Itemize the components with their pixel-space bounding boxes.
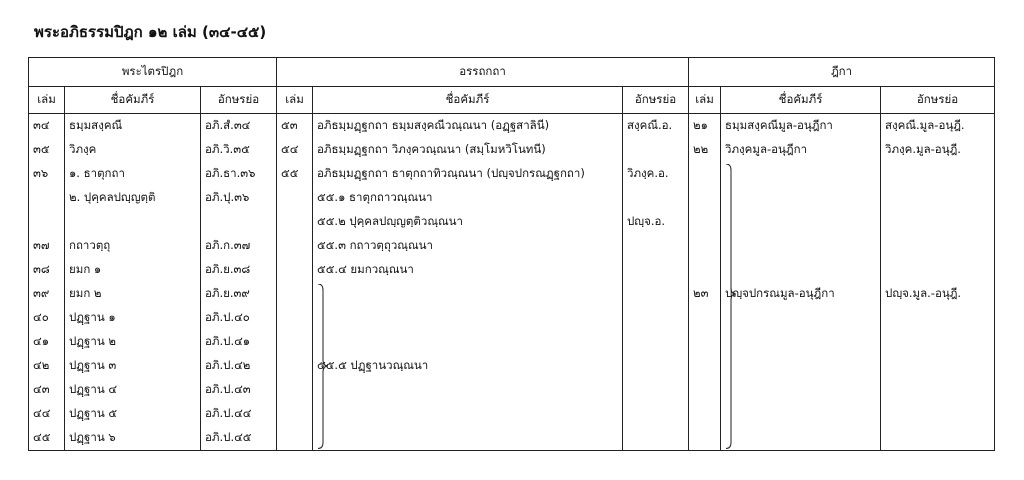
scripture-name-cell [65,210,201,234]
col-header-vol: เล่ม [689,87,721,114]
volume-cell: ๓๘ [29,258,65,282]
tika-name-cell [721,402,881,426]
atthakatha-abbreviation-cell [623,306,689,330]
tika-abbreviation-cell [881,306,995,330]
tika-grouping-brace [723,164,737,449]
atthakatha-volume-cell [277,234,313,258]
col-header-name: ชื่อคัมภีร์ [721,87,881,114]
table-row [29,354,995,378]
tika-name-cell: วิภงฺคมูล-อนุฎีกา [721,138,881,162]
table-row [29,402,995,426]
atthakatha-name-cell [313,282,623,306]
atthakatha-name-cell: ๕๕.๒ ปุคฺคลปญฺญตฺติวณฺณนา [313,210,623,234]
atthakatha-volume-cell [277,402,313,426]
tika-abbreviation-cell [881,234,995,258]
tika-volume-cell [689,186,721,210]
page-title: พระอภิธรรมปิฎก ๑๒ เล่ม (๓๔-๔๕) [34,23,267,41]
atthakatha-abbreviation-cell [623,330,689,354]
atthakatha-name-cell: ๕๕.๓ กถาวตฺถุวณฺณนา [313,234,623,258]
col-header-name: ชื่อคัมภีร์ [313,87,623,114]
col-header-vol: เล่ม [29,87,65,114]
tika-abbreviation-cell [881,186,995,210]
abbreviation-cell: อภิ.ย.๓๘ [201,258,277,282]
tika-name-cell [721,378,881,402]
atthakatha-abbreviation-cell [623,402,689,426]
atthakatha-abbreviation-cell: สงฺคณี.อ. [623,114,689,139]
abbreviation-cell: อภิ.ป.๔๕ [201,426,277,451]
abbreviation-cell [201,210,277,234]
atthakatha-volume-cell [277,330,313,354]
abbreviation-cell: อภิ.ย.๓๙ [201,282,277,306]
scripture-name-cell: ปฏฺฐาน ๕ [65,402,201,426]
atthakatha-name-cell: อภิธมฺมฏฺฐกถา ธาตุกถาทิวณฺณนา (ปญฺจปกรณฏฺฐกถา) [313,162,623,186]
tika-abbreviation-cell [881,330,995,354]
volume-cell: ๓๙ [29,282,65,306]
atthakatha-name-cell [313,306,623,330]
scripture-name-cell: ธมฺมสงฺคณี [65,114,201,139]
table-row [29,114,995,139]
atthakatha-name-cell: อภิธมฺมฏฺฐกถา วิภงฺควณฺณนา (สมฺโมหวิโนทนี) [313,138,623,162]
col-header-abbr: อักษรย่อ [623,87,689,114]
scripture-name-cell: ยมก ๑ [65,258,201,282]
scripture-name-cell: ๒. ปุคฺคลปญฺญตฺติ [65,186,201,210]
volume-cell: ๓๔ [29,114,65,139]
abbreviation-cell: อภิ.ป.๔๑ [201,330,277,354]
atthakatha-volume-cell: ๕๕ [277,162,313,186]
atthakatha-volume-cell [277,186,313,210]
tika-abbreviation-cell [881,210,995,234]
table-row [29,330,995,354]
atthakatha-name-cell: ๕๕.๕ ปฏฺฐานวณฺณนา [313,354,623,378]
abbreviation-cell: อภิ.ป.๔๐ [201,306,277,330]
tika-name-cell [721,426,881,451]
atthakatha-abbreviation-cell [623,138,689,162]
abbreviation-cell: อภิ.วิ.๓๕ [201,138,277,162]
atthakatha-volume-cell [277,258,313,282]
tika-name-cell: ธมฺมสงฺคณีมูล-อนุฎีกา [721,114,881,139]
tika-volume-cell [689,402,721,426]
atthakatha-volume-cell: ๕๓ [277,114,313,139]
atthakatha-name-cell: อภิธมฺมฏฺฐกถา ธมฺมสงฺคณีวณฺณนา (อฏฺฐสาลินี) [313,114,623,139]
atthakatha-name-cell [313,378,623,402]
atthakatha-volume-cell [277,378,313,402]
atthakatha-volume-cell [277,306,313,330]
abbreviation-cell: อภิ.ก.๓๗ [201,234,277,258]
scripture-name-cell: ปฏฺฐาน ๓ [65,354,201,378]
volume-cell: ๓๕ [29,138,65,162]
atthakatha-abbreviation-cell [623,378,689,402]
volume-cell [29,186,65,210]
tika-name-cell [721,210,881,234]
table-row [29,282,995,306]
atthakatha-abbreviation-cell: วิภงฺค.อ. [623,162,689,186]
group-header-tipitaka: พระไตรปิฎก [29,58,277,87]
atthakatha-abbreviation-cell [623,234,689,258]
volume-cell: ๔๒ [29,354,65,378]
scripture-name-cell: ยมก ๒ [65,282,201,306]
tika-abbreviation-cell [881,258,995,282]
atthakatha-grouping-brace [315,284,329,449]
tika-name-cell [721,354,881,378]
tika-volume-cell [689,258,721,282]
atthakatha-abbreviation-cell [623,426,689,451]
table-row [29,210,995,234]
table-row [29,186,995,210]
atthakatha-volume-cell [277,210,313,234]
tika-name-cell [721,258,881,282]
table-row [29,162,995,186]
scripture-name-cell: ปฏฺฐาน ๔ [65,378,201,402]
abbreviation-cell: อภิ.ปุ.๓๖ [201,186,277,210]
volume-cell: ๔๔ [29,402,65,426]
scripture-name-cell: ๑. ธาตุกถา [65,162,201,186]
scripture-name-cell: ปฏฺฐาน ๖ [65,426,201,451]
tika-abbreviation-cell [881,378,995,402]
abbreviation-cell: อภิ.ป.๔๔ [201,402,277,426]
col-header-abbr: อักษรย่อ [881,87,995,114]
group-header-atthakatha: อรรถกถา [277,58,689,87]
abbreviation-cell: อภิ.ธา.๓๖ [201,162,277,186]
tika-abbreviation-cell [881,426,995,451]
atthakatha-volume-cell: ๕๔ [277,138,313,162]
volume-cell: ๔๑ [29,330,65,354]
atthakatha-name-cell: ๕๕.๔ ยมกวณฺณนา [313,258,623,282]
tika-volume-cell [689,210,721,234]
atthakatha-abbreviation-cell [623,258,689,282]
group-header-tika: ฎีกา [689,58,995,87]
volume-cell: ๔๐ [29,306,65,330]
abhidhamma-table [28,57,995,451]
tika-volume-cell [689,306,721,330]
abbreviation-cell: อภิ.สํ.๓๔ [201,114,277,139]
tika-name-cell: ปญฺจปกรณมูล-อนุฎีกา [721,282,881,306]
volume-cell: ๓๗ [29,234,65,258]
tika-volume-cell [689,378,721,402]
volume-cell: ๔๕ [29,426,65,451]
atthakatha-name-cell [313,426,623,451]
atthakatha-abbreviation-cell [623,282,689,306]
atthakatha-volume-cell [277,354,313,378]
table-row [29,306,995,330]
tika-volume-cell [689,354,721,378]
scripture-name-cell: กถาวตฺถุ [65,234,201,258]
tika-abbreviation-cell: ปญฺจ.มูล.-อนุฎี. [881,282,995,306]
atthakatha-abbreviation-cell: ปญฺจ.อ. [623,210,689,234]
col-header-name: ชื่อคัมภีร์ [65,87,201,114]
volume-cell [29,210,65,234]
col-header-abbr: อักษรย่อ [201,87,277,114]
atthakatha-abbreviation-cell [623,186,689,210]
tika-abbreviation-cell [881,162,995,186]
tika-abbreviation-cell: วิภงฺค.มูล-อนุฎี. [881,138,995,162]
atthakatha-volume-cell [277,426,313,451]
atthakatha-name-cell [313,402,623,426]
tika-name-cell [721,162,881,186]
tika-abbreviation-cell [881,354,995,378]
table-row [29,258,995,282]
scripture-name-cell: วิภงฺค [65,138,201,162]
volume-cell: ๔๓ [29,378,65,402]
tika-volume-cell [689,234,721,258]
abbreviation-cell: อภิ.ป.๔๓ [201,378,277,402]
atthakatha-name-cell [313,330,623,354]
table-row [29,234,995,258]
table-row [29,378,995,402]
tika-abbreviation-cell [881,402,995,426]
table-row [29,138,995,162]
tika-abbreviation-cell: สงฺคณี.มูล-อนุฎี. [881,114,995,139]
tika-name-cell [721,186,881,210]
table-row [29,426,995,451]
scripture-name-cell: ปฏฺฐาน ๑ [65,306,201,330]
tika-volume-cell [689,330,721,354]
tika-volume-cell: ๒๑ [689,114,721,139]
tika-volume-cell [689,162,721,186]
atthakatha-abbreviation-cell [623,354,689,378]
volume-cell: ๓๖ [29,162,65,186]
abbreviation-cell: อภิ.ป.๔๒ [201,354,277,378]
tika-name-cell [721,306,881,330]
atthakatha-volume-cell [277,282,313,306]
atthakatha-name-cell: ๕๕.๑ ธาตุกถาวณฺณนา [313,186,623,210]
tika-name-cell [721,330,881,354]
tika-volume-cell [689,426,721,451]
col-header-vol: เล่ม [277,87,313,114]
tika-volume-cell: ๒๒ [689,138,721,162]
tika-name-cell [721,234,881,258]
tika-volume-cell: ๒๓ [689,282,721,306]
scripture-name-cell: ปฏฺฐาน ๒ [65,330,201,354]
